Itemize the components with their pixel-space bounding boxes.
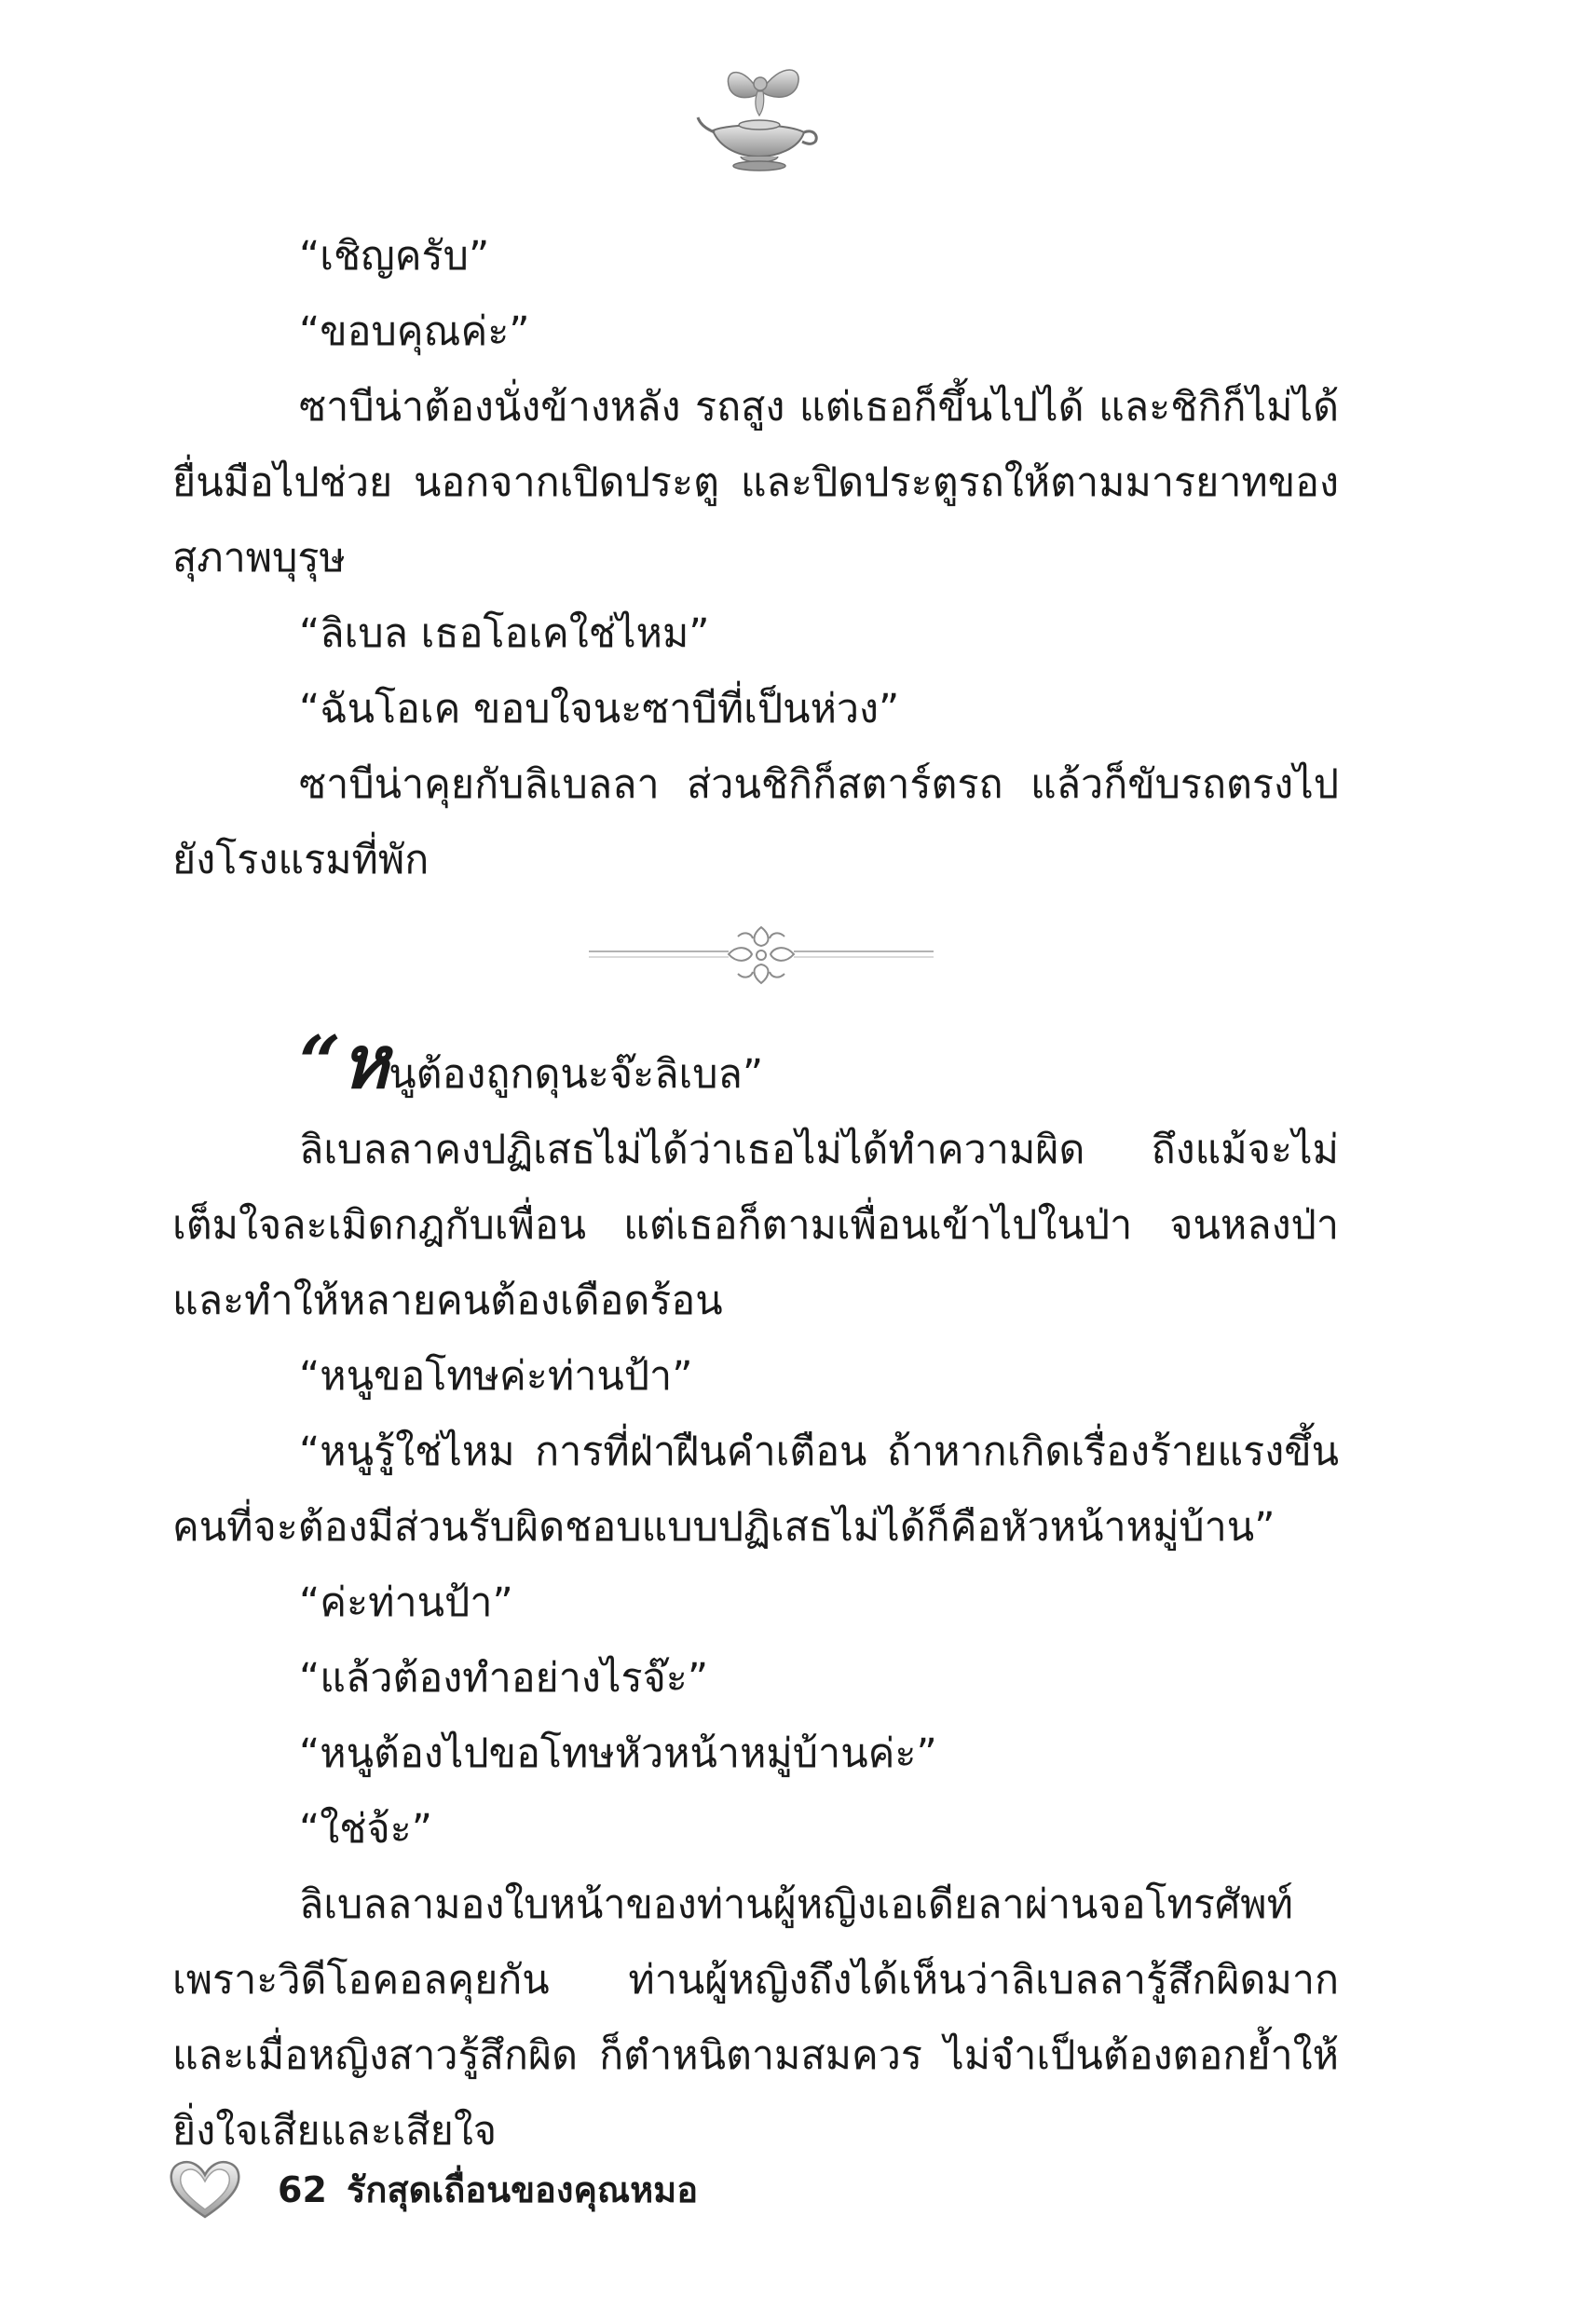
paragraph: ลิเบลลามองใบหน้าของท่านผู้หญิงเอเดียลาผ่านจอโทรศัพท์เพราะวิดีโอคอลคุยกัน ท่านผู้หญิงถึงได้เห็นว่าลิเบลลารู้สึกผิดมากและเมื่อหญิงสาวรู้สึกผิด ก็ตำหนิตามสมควร ไม่จำเป็นต้องตอกย้ำให้ยิ่งใจเสียและเสียใจ xyxy=(172,1881,1339,2154)
paragraph: “ใช่จ้ะ” xyxy=(299,1806,433,1853)
heart-icon xyxy=(168,2157,242,2222)
text-block-top xyxy=(172,219,1339,898)
text-block-bottom xyxy=(172,1020,1339,2169)
paragraph: “แล้วต้องทำอย่างไรจ๊ะ” xyxy=(299,1655,709,1702)
paragraph: “หนูต้องไปขอโทษหัวหน้าหมู่บ้านค่ะ” xyxy=(299,1730,937,1777)
paragraph: ลิเบลลาคงปฏิเสธไม่ได้ว่าเธอไม่ได้ทำความผิด ถึงแม้จะไม่เต็มใจละเมิดกฎกับเพื่อน แต่เธอก็ตามเพื่อนเข้าไปในป่า จนหลงป่า และทำให้หลายคนต้องเดือดร้อน xyxy=(172,1127,1339,1324)
teapot-fairy-ornament-icon xyxy=(694,56,825,172)
page-number: 62 xyxy=(278,2169,327,2210)
paragraph: ซาบีน่าต้องนั่งข้างหลัง รถสูง แต่เธอก็ขึ้นไปได้ และชิกิก็ไม่ได้ยื่นมือไปช่วย นอกจากเปิดประตู และปิดประตูรถให้ตามมารยาทของสุภาพบุรุษ xyxy=(172,384,1339,581)
paragraph: “ลิเบล เธอโอเคใช่ไหม” xyxy=(299,610,710,657)
paragraph: “หนูรู้ใช่ไหม การที่ฝ่าฝืนคำเตือน ถ้าหากเกิดเรื่องร้ายแรงขึ้นคนที่จะต้องมีส่วนรับผิดชอบแบบปฏิเสธไม่ได้ก็คือหัวหน้าหมู่บ้าน” xyxy=(172,1429,1339,1551)
page-footer xyxy=(168,2157,820,2222)
paragraph: “ค่ะท่านป้า” xyxy=(299,1579,513,1626)
flourish-divider-icon xyxy=(589,918,934,992)
paragraph: “หนูขอโทษค่ะท่านป้า” xyxy=(299,1353,693,1400)
dropcap-letter: “ห xyxy=(299,1020,389,1105)
dropcap-paragraph xyxy=(172,1020,1339,1113)
paragraph: “ฉันโอเค ขอบใจนะซาบีที่เป็นห่วง” xyxy=(299,686,900,732)
paragraph: “เชิญครับ” xyxy=(299,233,490,280)
dropcap-rest: นูต้องถูกดุนะจ๊ะลิเบล” xyxy=(389,1051,764,1098)
book-title: รักสุดเถื่อนของคุณหมอ xyxy=(347,2169,699,2210)
paragraph: ซาบีน่าคุยกับลิเบลลา ส่วนชิกิก็สตาร์ตรถ แล้วก็ขับรถตรงไปยังโรงแรมที่พัก xyxy=(172,761,1339,883)
paragraph: “ขอบคุณค่ะ” xyxy=(299,308,530,355)
